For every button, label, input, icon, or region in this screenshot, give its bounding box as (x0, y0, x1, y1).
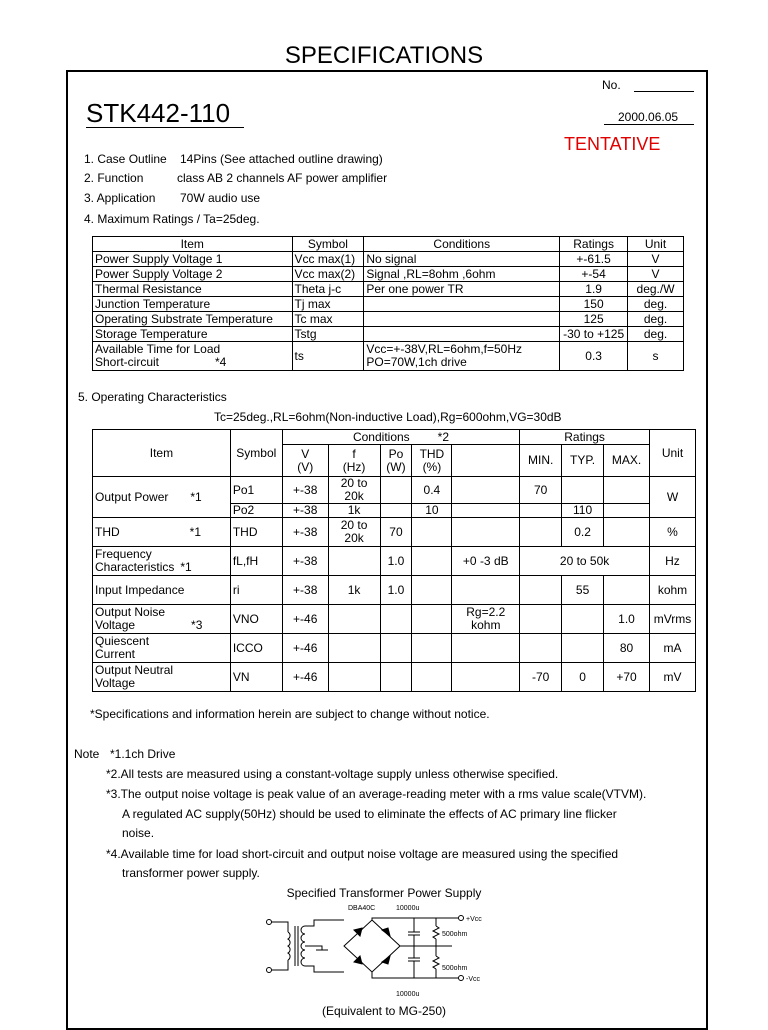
cell-item-line2: Current (95, 647, 136, 661)
table-row (93, 663, 696, 692)
cell-symbol: VNO (230, 605, 282, 634)
cell-thd (412, 547, 452, 576)
cell-symbol: Tc max (292, 312, 364, 327)
table-row (93, 634, 696, 663)
cell-symbol: Theta j-c (292, 282, 364, 297)
table-row (93, 297, 684, 312)
cell-item-line2 (95, 356, 290, 369)
cell-min (520, 634, 562, 663)
cell-item-line1: Output Noise (95, 605, 166, 619)
cell-item-text: Short-circuit (95, 355, 160, 369)
cell-item-text: Characteristics (95, 560, 175, 574)
item-label: 1. Case Outline (84, 152, 167, 166)
cell-min (520, 576, 562, 605)
cell-f: 1k (328, 504, 380, 518)
cell-symbol: Vcc max(2) (292, 267, 364, 282)
header-f-label: f (352, 446, 356, 461)
cell-typ: 110 (562, 504, 604, 518)
document-number-line (634, 91, 694, 92)
cell-extra (452, 477, 520, 504)
cell-extra (452, 605, 520, 634)
header-min: MIN. (520, 445, 562, 477)
cell-v: +-38 (282, 477, 328, 504)
secondary-wire-bottom (305, 966, 344, 972)
table-row (93, 342, 684, 371)
cell-extra-line2: kohm (471, 618, 501, 632)
cell-po (380, 477, 412, 504)
operating-characteristics-table (92, 429, 696, 692)
cell-unit: deg. (628, 327, 684, 342)
cell-extra (452, 634, 520, 663)
section-operating-title: 5. Operating Characteristics (78, 390, 227, 404)
header-ratings: Ratings (520, 430, 650, 445)
cell-extra (452, 504, 520, 518)
cell-conditions: No signal (364, 252, 560, 267)
cell-item-line2 (95, 561, 228, 574)
secondary-wire-top (305, 920, 344, 926)
header-v (282, 445, 328, 477)
cell-max (604, 504, 650, 518)
cell-unit: Hz (649, 547, 695, 576)
cell-unit: deg. (628, 312, 684, 327)
header-thd-unit: (%) (422, 459, 442, 474)
cell-item-line1: Output Neutral (95, 663, 174, 677)
ac-input-wire-bottom (272, 960, 289, 970)
cell-item-line1: Available Time for Load (95, 342, 221, 356)
issue-date-line (604, 124, 694, 125)
cell-item-text: THD (95, 524, 120, 539)
cell-symbol: Po2 (230, 504, 282, 518)
cell-f (328, 605, 380, 634)
table-row (93, 267, 684, 282)
cell-item-text: Voltage (95, 618, 136, 632)
center-tap-wire (305, 946, 322, 950)
cell-rating: 125 (560, 312, 628, 327)
header-conditions-label: Conditions (352, 429, 410, 444)
cell-po: 1.0 (380, 576, 412, 605)
transformer-equivalent: (Equivalent to MG-250) (321, 1004, 447, 1018)
cell-item (93, 663, 231, 692)
cell-v: +-38 (282, 547, 328, 576)
cell-typ (562, 634, 604, 663)
cell-symbol: Vcc max(1) (292, 252, 364, 267)
header-symbol: Symbol (230, 430, 282, 477)
cell-max: 80 (604, 634, 650, 663)
cell-item: Power Supply Voltage 1 (93, 252, 293, 267)
cell-symbol: ts (292, 342, 364, 371)
item-case-outline-value: 14Pins (See attached outline drawing) (180, 152, 383, 166)
cell-typ (562, 477, 604, 504)
cell-max (604, 576, 650, 605)
header-item: Item (93, 430, 231, 477)
table-row (93, 576, 696, 605)
cell-typ: 0 (562, 663, 604, 692)
table-row (93, 312, 684, 327)
vcc-positive-terminal (459, 916, 464, 921)
cell-symbol: fL,fH (230, 547, 282, 576)
header-f-unit: (Hz) (342, 459, 366, 474)
cell-f: 1k (328, 576, 380, 605)
header-po (380, 445, 412, 477)
header-cell: Symbol (292, 237, 364, 252)
cell-symbol: Tj max (292, 297, 364, 312)
cell-condition-line1: Vcc=+-38V,RL=6ohm,f=50Hz (366, 342, 523, 356)
cell-extra (452, 518, 520, 547)
header-thd-label: THD (419, 446, 445, 461)
cell-item: Power Supply Voltage 2 (93, 267, 293, 282)
cell-max: 1.0 (604, 605, 650, 634)
ac-input-terminal-bottom (267, 968, 272, 973)
item-max-ratings: 4. Maximum Ratings / Ta=25deg. (84, 212, 260, 226)
cell-unit: mV (649, 663, 695, 692)
max-ratings-table (92, 236, 684, 371)
header-v-unit: (V) (297, 459, 314, 474)
resistor-top (433, 926, 439, 939)
cell-max (604, 477, 650, 504)
item-function-value: class AB 2 channels AF power amplifier (177, 171, 388, 185)
cell-f (328, 634, 380, 663)
diode-symbol (354, 956, 362, 964)
cell-ratings: 20 to 50k (520, 547, 650, 576)
note-3-line3: noise. (122, 826, 155, 840)
cell-extra (452, 576, 520, 605)
cell-unit: mVrms (649, 605, 695, 634)
cell-typ: 0.2 (562, 518, 604, 547)
part-number-underline (86, 127, 244, 128)
table-row (93, 252, 684, 267)
cell-item (93, 634, 231, 663)
header-max: MAX. (604, 445, 650, 477)
cell-symbol: Po1 (230, 477, 282, 504)
transformer-primary-coil (288, 932, 290, 960)
diode-symbol (382, 928, 390, 936)
item-application-value: 70W audio use (180, 191, 261, 205)
cell-f: 20 to 20k (328, 518, 380, 547)
transformer-secondary-coil (301, 926, 305, 966)
cell-unit: kohm (649, 576, 695, 605)
cell-rating: +-54 (560, 267, 628, 282)
cell-thd: 10 (412, 504, 452, 518)
vcc-positive-label: +Vcc (466, 916, 482, 923)
cell-thd (412, 663, 452, 692)
table-row (93, 547, 696, 576)
note-3: *3.The output noise voltage is peak value of an average-reading meter with a rms value scale(VTVM). (106, 787, 647, 801)
cell-conditions (364, 312, 560, 327)
note-1: *1.1ch Drive (110, 747, 176, 761)
cell-max (604, 518, 650, 547)
cell-v: +-38 (282, 518, 328, 547)
cell-symbol: THD (230, 518, 282, 547)
cell-f: 20 to 20k (328, 477, 380, 504)
cell-unit: W (649, 477, 695, 518)
table-row (93, 282, 684, 297)
transformer-caption: Specified Transformer Power Supply (286, 886, 482, 900)
cell-min (520, 605, 562, 634)
cell-po (380, 605, 412, 634)
header-f (328, 445, 380, 477)
cell-symbol: ri (230, 576, 282, 605)
cell-extra-line1: Rg=2.2 (466, 605, 506, 619)
cell-item: Input Impedance (93, 576, 231, 605)
cell-item: Junction Temperature (93, 297, 293, 312)
note-3-line2: A regulated AC supply(50Hz) should be used to eliminate the effects of AC primary line flicker (122, 807, 617, 821)
header-typ: TYP. (562, 445, 604, 477)
cell-typ: 55 (562, 576, 604, 605)
header-cell: Conditions (364, 237, 560, 252)
diode-symbol (354, 928, 362, 936)
table-row (93, 477, 696, 504)
table-row (93, 518, 696, 547)
cell-unit: V (628, 267, 684, 282)
cell-item: Operating Substrate Temperature (93, 312, 293, 327)
item-case-outline (84, 152, 167, 166)
cap-bottom-label: 10000u (396, 991, 420, 998)
ac-input-terminal-top (267, 920, 272, 925)
header-po-label: Po (388, 446, 404, 461)
cell-v: +-46 (282, 663, 328, 692)
note-4: *4.Available time for load short-circuit and output noise voltage are measured using the specified (106, 847, 619, 861)
cell-thd: 0.4 (412, 477, 452, 504)
header-blank (452, 445, 520, 477)
resistor-bottom (433, 956, 439, 969)
note-ref: *2 (437, 429, 450, 444)
cell-unit: V (628, 252, 684, 267)
cell-condition-line2: PO=70W,1ch drive (366, 355, 467, 369)
cell-extra: +0 -3 dB (452, 547, 520, 576)
cell-min: -70 (520, 663, 562, 692)
issue-date: 2000.06.05 (618, 110, 679, 124)
cell-conditions: Signal ,RL=8ohm ,6ohm (364, 267, 560, 282)
cell-item-line2: Voltage (95, 676, 136, 690)
cell-conditions: Per one power TR (364, 282, 560, 297)
resistor-top-label: 500ohm (442, 931, 468, 938)
cell-v: +-38 (282, 576, 328, 605)
header-cell: Item (93, 237, 293, 252)
cell-item (93, 477, 231, 518)
item-function: 2. Function (84, 171, 144, 185)
cell-thd (412, 605, 452, 634)
note-ref: *3 (191, 618, 203, 632)
negative-rail (372, 972, 458, 978)
header-cell: Unit (628, 237, 684, 252)
cell-max: +70 (604, 663, 650, 692)
part-number: STK442-110 (86, 98, 231, 128)
cell-conditions (364, 297, 560, 312)
header-v-label: V (301, 446, 310, 461)
header-conditions (282, 430, 519, 445)
operating-conditions: Tc=25deg.,RL=6ohm(Non-inductive Load),Rg=600ohm,VG=30dB (214, 410, 562, 424)
item-application: 3. Application (84, 191, 156, 205)
cell-thd (412, 518, 452, 547)
cell-unit: deg./W (628, 282, 684, 297)
cell-item (93, 342, 293, 371)
cell-item-line1: Quiescent (95, 634, 150, 648)
cell-po: 70 (380, 518, 412, 547)
cell-conditions (364, 342, 560, 371)
cell-symbol: Tstg (292, 327, 364, 342)
cell-item: Storage Temperature (93, 327, 293, 342)
note-ref: *1 (190, 489, 202, 504)
cell-unit: deg. (628, 297, 684, 312)
header-thd (412, 445, 452, 477)
cell-f (328, 547, 380, 576)
cell-rating: 1.9 (560, 282, 628, 297)
cell-thd (412, 576, 452, 605)
cell-v: +-46 (282, 605, 328, 634)
positive-rail (372, 918, 458, 920)
cell-item (93, 518, 231, 547)
cell-extra (452, 663, 520, 692)
cell-min: 70 (520, 477, 562, 504)
table-header-row (93, 430, 696, 445)
cell-item: Thermal Resistance (93, 282, 293, 297)
note-ref: *1 (180, 560, 192, 574)
note-2: *2.All tests are measured using a constant-voltage supply unless otherwise specified. (106, 767, 559, 781)
cell-item-text: Output Power (95, 489, 169, 504)
cell-unit: % (649, 518, 695, 547)
note-ref: *4 (215, 355, 227, 369)
cell-rating: -30 to +125 (560, 327, 628, 342)
notes-label: Note (74, 747, 100, 761)
cell-unit: s (628, 342, 684, 371)
table-row (93, 605, 696, 634)
cell-item (93, 605, 231, 634)
cell-item-line1: Frequency (95, 547, 152, 561)
cell-conditions (364, 327, 560, 342)
cell-rating: 150 (560, 297, 628, 312)
cell-symbol: ICCO (230, 634, 282, 663)
header-cell: Ratings (560, 237, 628, 252)
cell-po: 1.0 (380, 547, 412, 576)
bridge-rectifier (344, 920, 400, 972)
table-row (93, 327, 684, 342)
cap-top-label: 10000u (396, 905, 420, 912)
header-unit: Unit (649, 430, 695, 477)
header-po-unit: (W) (386, 459, 406, 474)
cell-po (380, 634, 412, 663)
resistor-bottom-label: 500ohm (442, 965, 468, 972)
status-label: TENTATIVE (564, 134, 661, 154)
power-supply-schematic (262, 900, 508, 1000)
cell-symbol: VN (230, 663, 282, 692)
cell-v: +-38 (282, 504, 328, 518)
vcc-negative-terminal (459, 976, 464, 981)
document-number-label: No. (602, 78, 621, 92)
cell-po (380, 504, 412, 518)
table-header-row (93, 237, 684, 252)
cell-v: +-46 (282, 634, 328, 663)
bridge-label: DBA40C (348, 905, 376, 912)
cell-rating: +-61.5 (560, 252, 628, 267)
cell-thd (412, 634, 452, 663)
cell-min (520, 518, 562, 547)
disclaimer: *Specifications and information herein are subject to change without notice. (90, 707, 490, 721)
page-title: SPECIFICATIONS (284, 42, 484, 69)
cell-item-line2 (95, 619, 228, 632)
cell-typ (562, 605, 604, 634)
note-ref: *1 (189, 524, 202, 539)
ac-input-wire-top (272, 922, 289, 932)
note-4-line2: transformer power supply. (122, 866, 260, 880)
cell-unit: mA (649, 634, 695, 663)
cell-item (93, 547, 231, 576)
diode-symbol (382, 956, 390, 964)
cell-f (328, 663, 380, 692)
cell-min (520, 504, 562, 518)
cell-po (380, 663, 412, 692)
vcc-negative-label: -Vcc (466, 976, 480, 983)
cell-rating: 0.3 (560, 342, 628, 371)
